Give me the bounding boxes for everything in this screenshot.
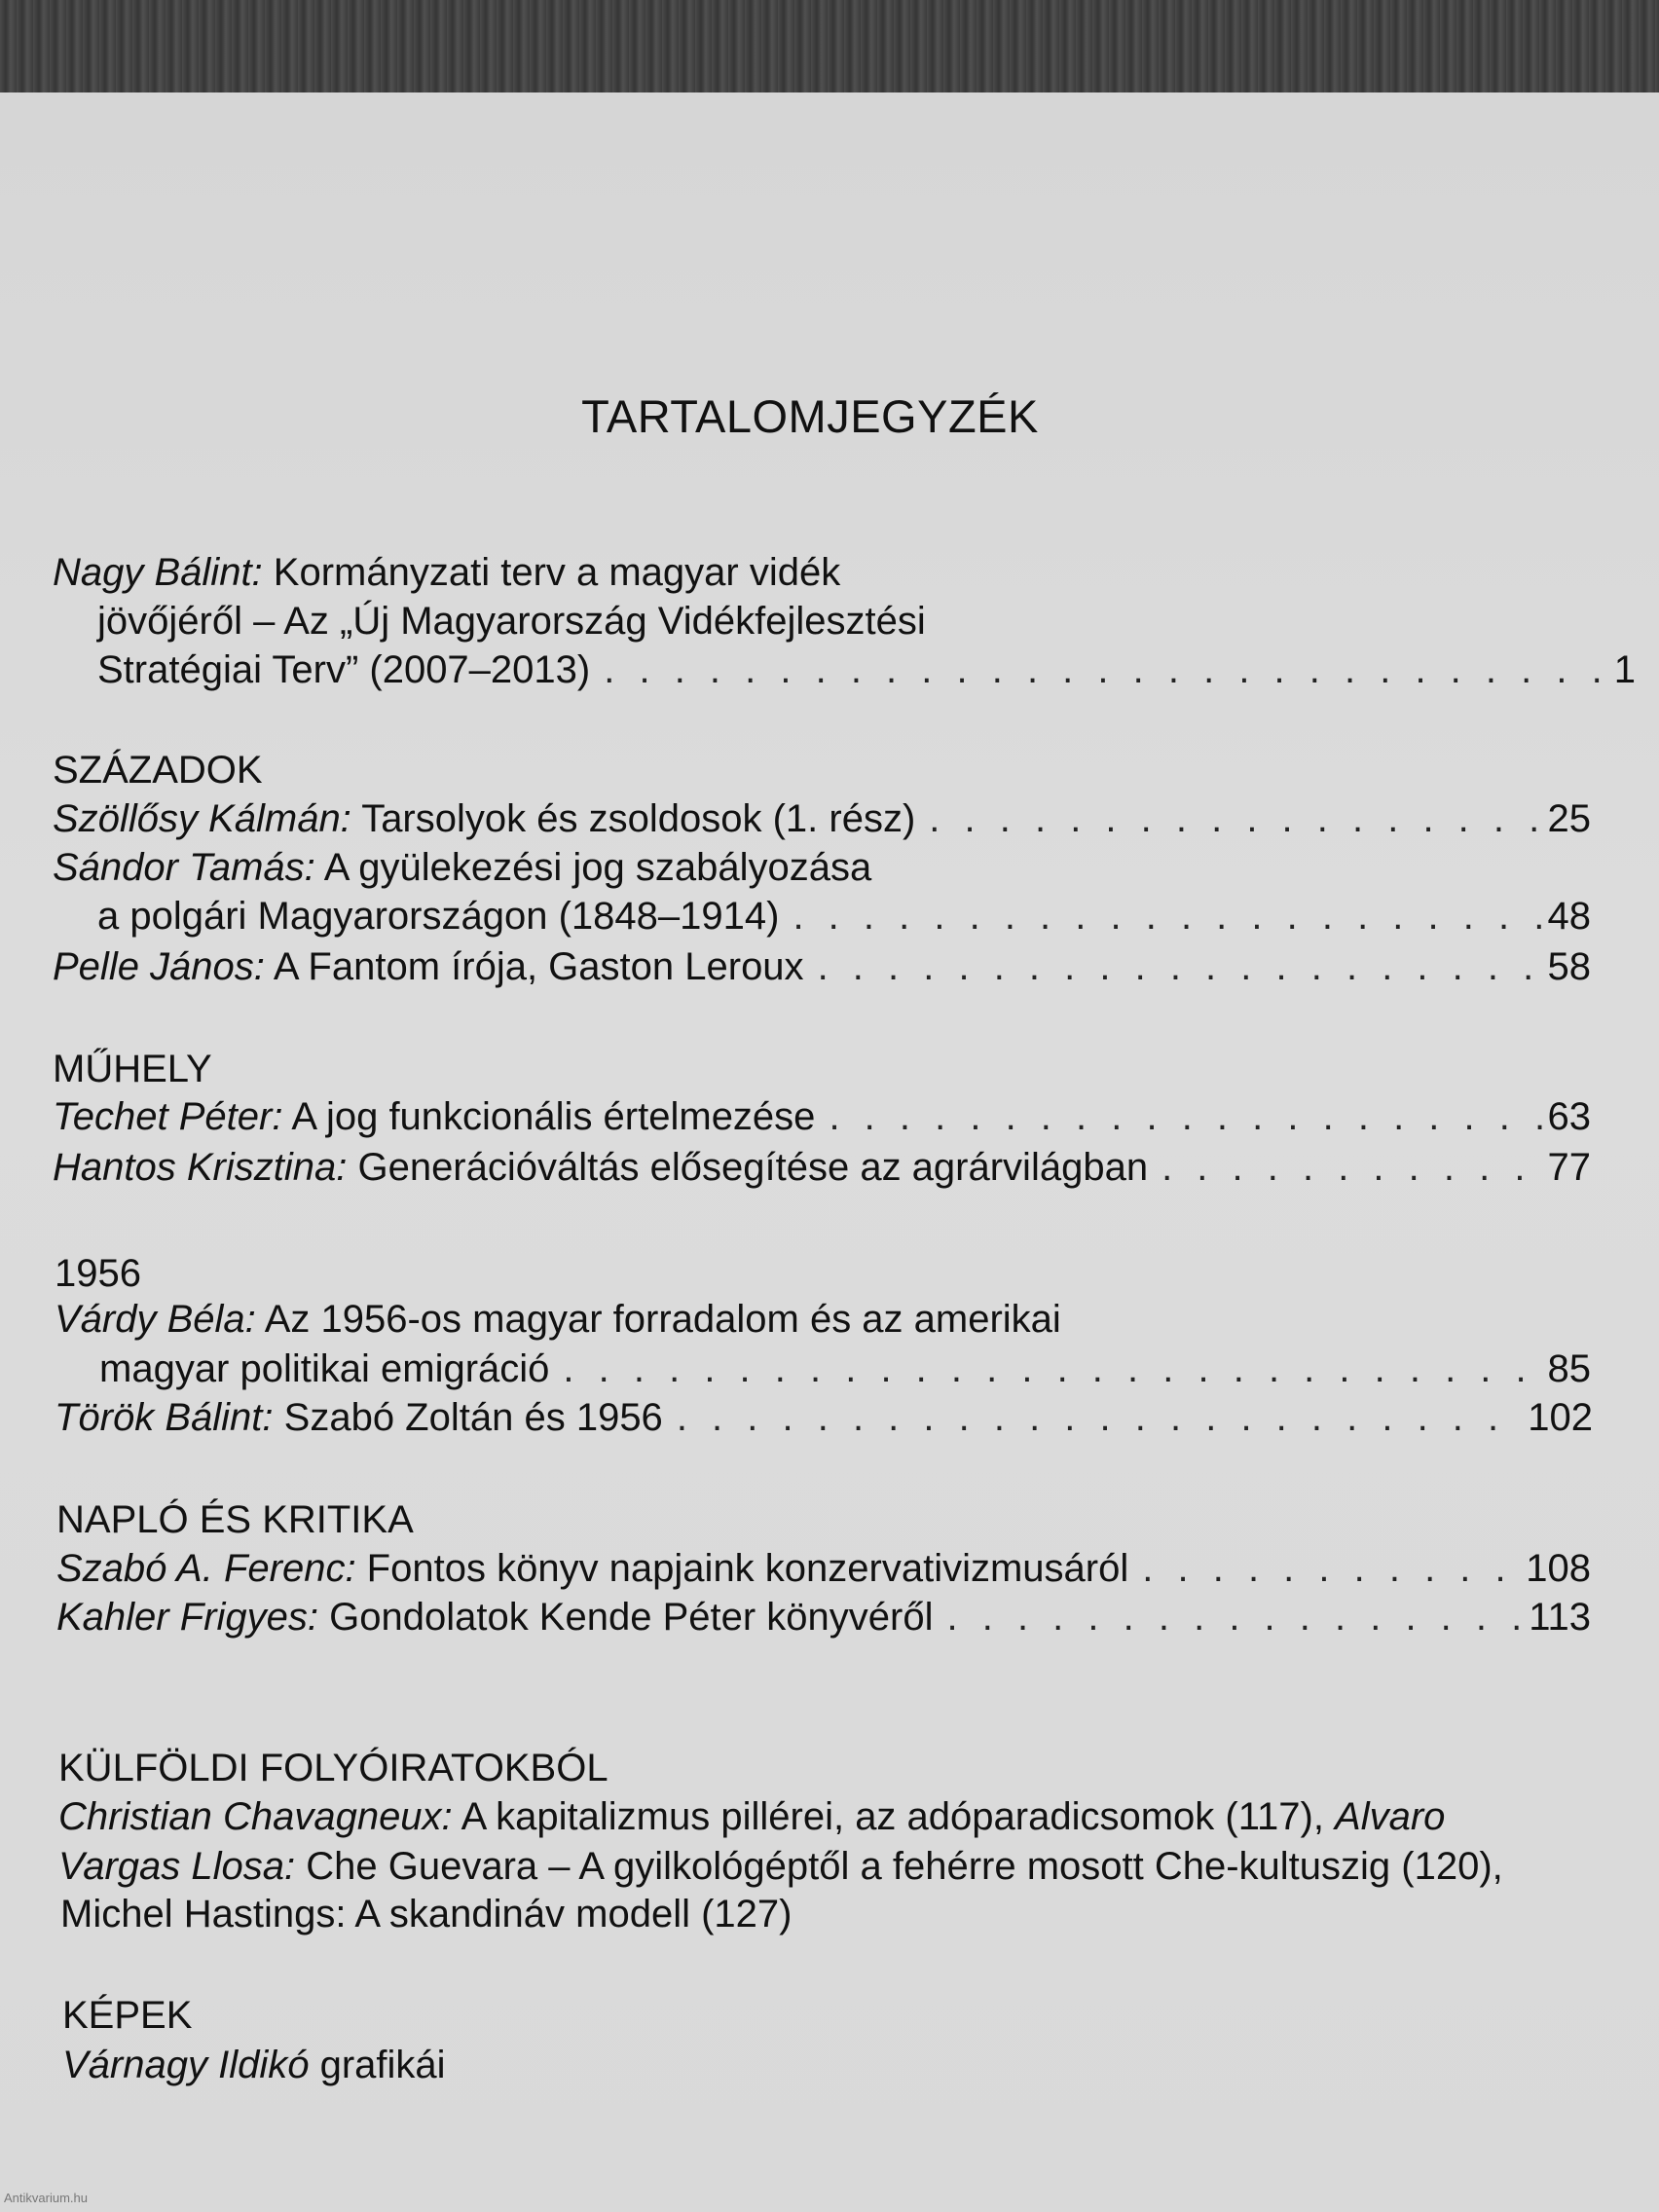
leader-dots	[818, 942, 1542, 991]
toc-entry	[53, 942, 1591, 991]
entry-title: magyar politikai emigráció	[99, 1347, 550, 1390]
toc-entry	[55, 1295, 1061, 1344]
page-title: TARTALOMJEGYZÉK	[581, 390, 1039, 442]
leader-dots	[604, 645, 1608, 694]
section-heading-1956: 1956	[55, 1252, 141, 1295]
book-edge	[0, 0, 1659, 92]
leader-dots	[1142, 1544, 1520, 1593]
page-number: 77	[1547, 1146, 1591, 1189]
entry-title: Szabó Zoltán és 1956	[273, 1396, 663, 1439]
toc-entry	[53, 843, 871, 892]
toc-paragraph-line	[58, 1842, 1503, 1891]
leader-dots	[563, 1345, 1541, 1393]
entry-author: Szabó A. Ferenc:	[56, 1547, 356, 1590]
toc-entry	[53, 794, 1591, 843]
section-heading-kepek: KÉPEK	[62, 1994, 193, 2037]
entry-author: Kahler Frigyes:	[56, 1596, 318, 1639]
leader-dots	[829, 1092, 1541, 1141]
toc-paragraph-line	[58, 1792, 1445, 1841]
toc-entry-continued	[97, 892, 1591, 940]
entry-title: a polgári Magyarországon (1848–1914)	[97, 895, 780, 938]
toc-entry	[56, 1593, 1591, 1641]
entry-title: Gondolatok Kende Péter könyvéről	[317, 1596, 934, 1639]
toc-entry	[55, 1393, 1593, 1442]
entry-author: Techet Péter:	[53, 1095, 283, 1138]
page-number: 102	[1528, 1396, 1593, 1439]
page-number: 25	[1547, 797, 1591, 840]
entry-title: Tarsolyok és zsoldosok (1. rész)	[350, 797, 916, 840]
entry-title: Stratégiai Terv” (2007–2013)	[97, 648, 591, 691]
section-heading-muhely: MŰHELY	[53, 1048, 212, 1090]
entry-title: Kormányzati terv a magyar vidék	[262, 551, 841, 594]
section-heading-szazadok: SZÁZADOK	[53, 749, 263, 792]
toc-paragraph-line: Michel Hastings: A skandináv modell (127)	[60, 1893, 793, 1936]
page-number: 63	[1547, 1095, 1591, 1138]
entry-author: Pelle János:	[53, 945, 265, 988]
page-number: 85	[1547, 1347, 1591, 1390]
entry-title: Che Guevara – A gyilkológéptől a fehérre mosott Che-kultuszig (120),	[295, 1845, 1503, 1888]
toc-entry-intro-line1	[53, 548, 840, 597]
toc-entry	[56, 1544, 1591, 1593]
watermark: Antikvarium.hu	[4, 2191, 88, 2205]
entry-title: A gyülekezési jog szabályozása	[314, 846, 872, 889]
section-heading-naplo: NAPLÓ ÉS KRITIKA	[56, 1498, 414, 1541]
entry-author: Török Bálint:	[55, 1396, 274, 1439]
entry-author: Hantos Krisztina:	[53, 1146, 348, 1189]
entry-title: A jog funkcionális értelmezése	[282, 1095, 816, 1138]
toc-entry-intro-line2: jövőjéről – Az „Új Magyarország Vidékfejlesztési	[97, 600, 926, 643]
entry-author: Szöllősy Kálmán:	[53, 797, 351, 840]
leader-dots	[1161, 1143, 1541, 1192]
entry-author: Várdy Béla:	[55, 1298, 256, 1341]
entry-author: Vargas Llosa:	[58, 1845, 296, 1888]
entry-title: A Fantom írója, Gaston Leroux	[264, 945, 804, 988]
entry-title: grafikái	[309, 2044, 446, 2086]
entry-author: Alvaro	[1335, 1795, 1446, 1838]
page-number: 1	[1613, 648, 1636, 691]
entry-title: Fontos könyv napjaink konzervativizmusáról	[355, 1547, 1129, 1590]
section-heading-kulfoldi: KÜLFÖLDI FOLYÓIRATOKBÓL	[58, 1747, 608, 1789]
entry-author: Várnagy Ildikó	[62, 2044, 310, 2086]
toc-entry-intro-line3	[97, 645, 1636, 694]
page-number: 48	[1547, 895, 1591, 938]
page-number: 108	[1526, 1547, 1591, 1590]
leader-dots	[677, 1393, 1522, 1442]
toc-entry	[53, 1092, 1591, 1141]
page-number: 58	[1547, 945, 1591, 988]
entry-author: Christian Chavagneux:	[58, 1795, 453, 1838]
toc-entry	[62, 2041, 446, 2089]
leader-dots	[947, 1593, 1524, 1641]
toc-entry-continued	[99, 1345, 1591, 1393]
toc-entry	[53, 1143, 1591, 1192]
leader-dots	[929, 794, 1541, 843]
leader-dots	[793, 892, 1541, 940]
entry-author: Sándor Tamás:	[53, 846, 315, 889]
page-number: 113	[1529, 1596, 1591, 1639]
entry-title: A kapitalizmus pillérei, az adóparadicsomok (117),	[452, 1795, 1336, 1838]
entry-title: Az 1956-os magyar forradalom és az amerikai	[255, 1298, 1061, 1341]
entry-title: Generációváltás elősegítése az agrárvilágban	[347, 1146, 1149, 1189]
entry-author: Nagy Bálint:	[53, 551, 263, 594]
